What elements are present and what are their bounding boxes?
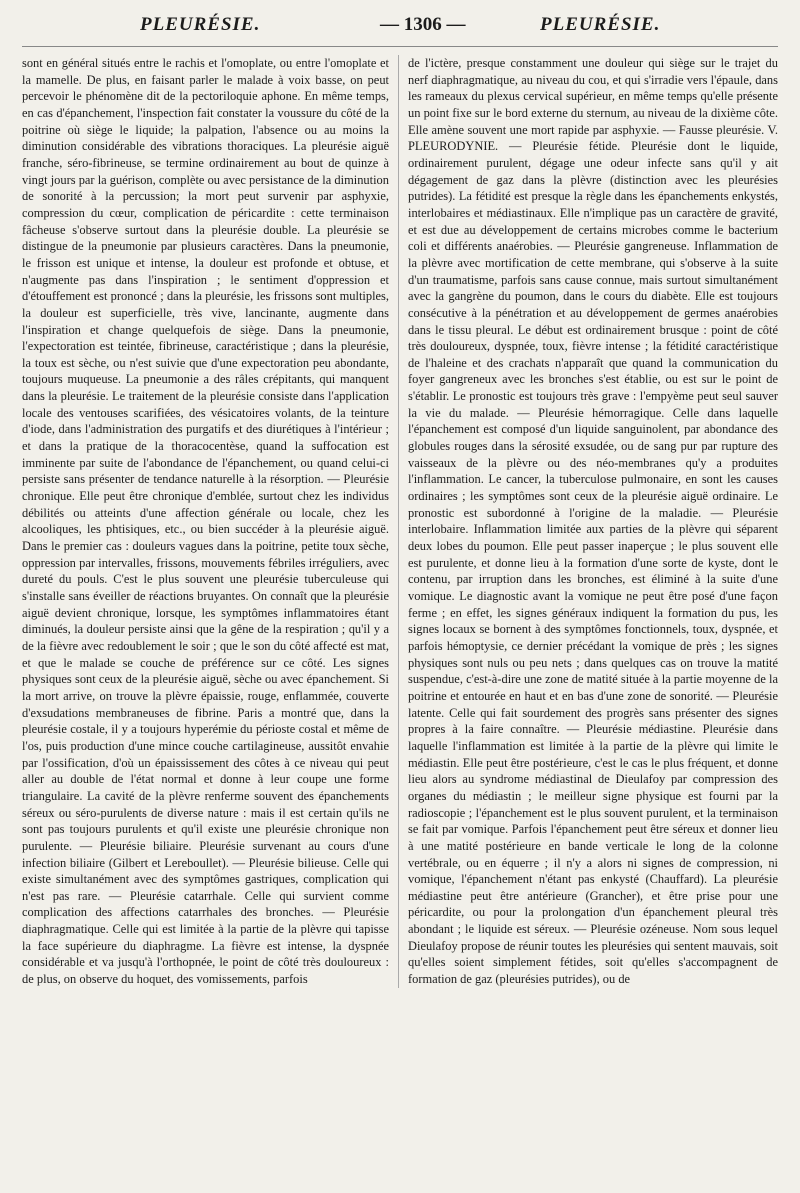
right-column-text: de l'ictère, presque constamment une douleur qui siège sur le trajet du nerf diaphragmatique, au niveau du cou, et qui s'irradie vers l'épaule, dans les rameaux du plexus cervical supérieur, en même temps qu'elle présente un point fixe sur le bord externe du sternum, au niveau de la dixième côte. Elle amène souvent une mort rapide par asphyxie. — Fausse pleurésie. V. PLEURODYNIE. — Pleurésie fétide. Pleurésie dont le liquide, ordinairement purulent, dégage une odeur infecte sans qu'il y ait dégagement de gaz dans la plèvre (distinction avec les pleurésies putrides). La fétidité est presque la règle dans les épanchements enkystés, interlobaires et médiastinaux. Elle n'implique pas un caractère de gravité, et est due au développement de certains microbes comme le bacterium coli et différents anaérobies. — Pleurésie gangreneuse. Inflammation de la plèvre avec mortification de cette membrane, qui s'observe à la suite d'un traumatisme, parfois sans cause connue, mais surtout simultanément avec la gangrène du poumon, dans le cours du diabète. Elle est toujours consécutive à la pénétration et au développement de germes anaérobies dans le tissu pleural. Le début est ordinairement brusque : point de côté très douloureux, dyspnée, toux, fièvre intense ; la fétidité caractéristique de l'haleine et des crachats n'apparaît que quand la communication du foyer gangreneux avec les bronches s'est établie, ou est sur le point de s'établir. Le pronostic est toujours très grave : l'empyème peut seul sauver la vie du malade. — Pleurésie hémorragique. Celle dans laquelle l'épanchement est composé d'un liquide sanguinolent, par abondance des globules rouges dans la sérosité exsudée, ou de sang pur par rupture des vaisseaux de la plèvre ou des néo-membranes qu'y a produites l'inflammation. Le cancer, la tuberculose pulmonaire, en sont les causes ordinaires ; les symptômes sont ceux de la pleurésie aiguë ordinaire. Le pronostic est subordonné à l'origine de la maladie. — Pleurésie interlobaire. Inflammation limitée aux parties de la plèvre qui séparent deux lobes du poumon. Elle peut passer inaperçue ; le plus souvent elle est purulente, et donne lieu à la formation d'une sorte de kyste, dont le contenu, par irruption dans les bronches, est éliminé à la suite d'une vomique. Le diagnostic avant la vomique ne peut être posé d'une façon ferme ; en effet, les signes généraux indiquent la formation du pus, les signes locaux se bornent à des symptômes fonctionnels, toux, dyspnée, et parfois hémoptysie, ce dernier précédant la vomique de près ; les signes physiques sont nuls ou peu nets ; dans quelques cas on trouve la matité suspendue, c'est-à-dire une zone de matité située à la partie moyenne de la poitrine et entourée en haut et en bas d'une zone de sonorité. — Pleurésie latente. Celle qui fait sourdement des progrès sans présenter des signes propres à la faire connaître. — Pleurésie médiastine. Pleurésie dans laquelle l'inflammation est limitée à la partie de la plèvre qui limite le médiastin. Elle peut être postérieure, c'est le cas le plus fréquent, et donne lieu alors au syndrome médiastinal de Dieulafoy par compression des organes du médiastin ; le meilleur signe physique est fourni par la radioscopie ; l'épanchement est le plus souvent purulent, et la terminaison se fait par vomique. Parfois l'épanchement peut être séreux et donner lieu à une matité postérieure en bande verticale le long de la colonne vertébrale, ou en équerre ; il n'y a alors ni signes de compression, ni vomique, l'épanchement n'étant pas enkysté (Chauffard). La pleurésie médiastine peut être antérieure (Grancher), et être prise pour une péricardite, ou pour la prolongation d'un épanchement pleural très abondant ; le liquide est séreux. — Pleurésie ozéneuse. Nom sous lequel Dieulafoy propose de réunir toutes les pleurésies qui sentent mauvais, soit qu'elles soient simplement fétides, soit qu'elles s'accompagnent de formation de gaz (pleurésies putrides), ou de (408, 56, 778, 987)
page-number: — 1306 — (380, 14, 466, 35)
text-columns (22, 55, 778, 988)
right-column (398, 55, 778, 988)
left-column-text: sont en général situés entre le rachis et l'omoplate, ou entre l'omoplate et la mamelle. De plus, en faisant parler le malade à voix basse, on peut percevoir le phénomène dit de la pectoriloquie aphone. En même temps, en cas d'épanchement, l'inspection fait constater la voussure du côté de la poitrine où siège le liquide; la palpation, l'absence ou au moins la diminution considérable des vibrations thoraciques. La pleurésie aiguë franche, séro-fibrineuse, se termine ordinairement au bout de quinze à vingt jours par la guérison, complète ou avec persistance de la diminution de sonorité à la percussion; la mort peut survenir par asphyxie, compression du cœur, complication de péricardite : cette terminaison fâcheuse s'observe surtout dans la pleurésie double. La pleurésie se distingue de la pneumonie par plusieurs caractères. Dans la pneumonie, le frisson est unique et intense, la douleur est profonde et obtuse, et n'augmente pas dans l'inspiration ; le sentiment d'oppression et d'étouffement est prononcé ; dans la pleurésie, les frissons sont multiples, la douleur est superficielle, très vive, lancinante, augmente dans l'inspiration et change quelquefois de siège. Dans la pneumonie, l'expectoration est teintée, fibrineuse, caractéristique ; dans la pleurésie, la toux est sèche, ou n'est suivie que d'une expectoration peu abondante, toujours muqueuse. La pneumonie a des râles crépitants, qui manquent dans la pleurésie. Le traitement de la pleurésie consiste dans l'application locale des ventouses scarifiées, des vésicatoires volants, de la teinture d'iode, dans l'administration des purgatifs et des diurétiques à l'intérieur ; et dans la pratique de la thoracocentèse, quand la suffocation est imminente par suite de l'abondance de l'épanchement, ou quand celui-ci persiste sans présenter de tendance naturelle à la résorption. — Pleurésie chronique. Elle peut être chronique d'emblée, surtout chez les individus débilités ou atteints d'une affection générale ou locale, chez les alcooliques, les phtisiques, etc., ou bien succéder à la pleurésie aiguë. Dans le premier cas : douleurs vagues dans la poitrine, petite toux sèche, oppression par intervalles, frissons, mouvements fébriles irréguliers, avec dureté du pouls. C'est le plus souvent une pleurésie tuberculeuse qui s'installe sans éveiller de réactions bruyantes. On connaît que la pleurésie aiguë devient chronique, lorsque, les symptômes inflammatoires étant diminués, la douleur persiste ainsi que la gêne de la respiration ; qu'il y a de la fièvre avec redoublement le soir ; que le son du côté affecté est mat, et que le malade se couche de préférence sur ce côté. Les signes physiques sont ceux de la pleurésie aiguë, sèche ou avec épanchement. Si la mort arrive, on trouve la plèvre épaissie, rouge, enflammée, couverte d'exsudations membraneuses de fibrine. Paris a montré que, dans la pleurésie costale, il y a toujours hyperémie du périoste costal et même de l'os, puis production d'une mince couche cartilagineuse, aussitôt envahie par l'ossification, d'où un épaississement des côtes à ce niveau qui peut aller au double de l'état normal et donne à leur coupe une forme triangulaire. La cavité de la plèvre renferme souvent des épanchements séreux ou séro-purulents de diverse nature : mais il est certain qu'ils ne sont pas toujours purulents et qu'il existe une pleurésie chronique non purulente. — Pleurésie biliaire. Pleurésie survenant au cours d'une infection biliaire (Gilbert et Lereboullet). — Pleurésie bilieuse. Celle qui existe simultanément avec des symptômes gastriques, complication qui n'est pas rare. — Pleurésie catarrhale. Celle qui survient comme complication des affections catarrhales des bronches. — Pleurésie diaphragmatique. Celle qui est limitée à la partie de la plèvre qui tapisse la face supérieure du diaphragme. La fièvre est intense, la dyspnée considérable et va jusqu'à l'orthopnée, le point de côté très douloureux : de plus, on observe du hoquet, des vomissements, parfois (22, 56, 389, 987)
header-title-left: PLEURÉSIE. (140, 14, 261, 35)
left-column (22, 55, 398, 988)
header-title-right: PLEURÉSIE. (540, 14, 661, 35)
running-header (22, 12, 778, 47)
